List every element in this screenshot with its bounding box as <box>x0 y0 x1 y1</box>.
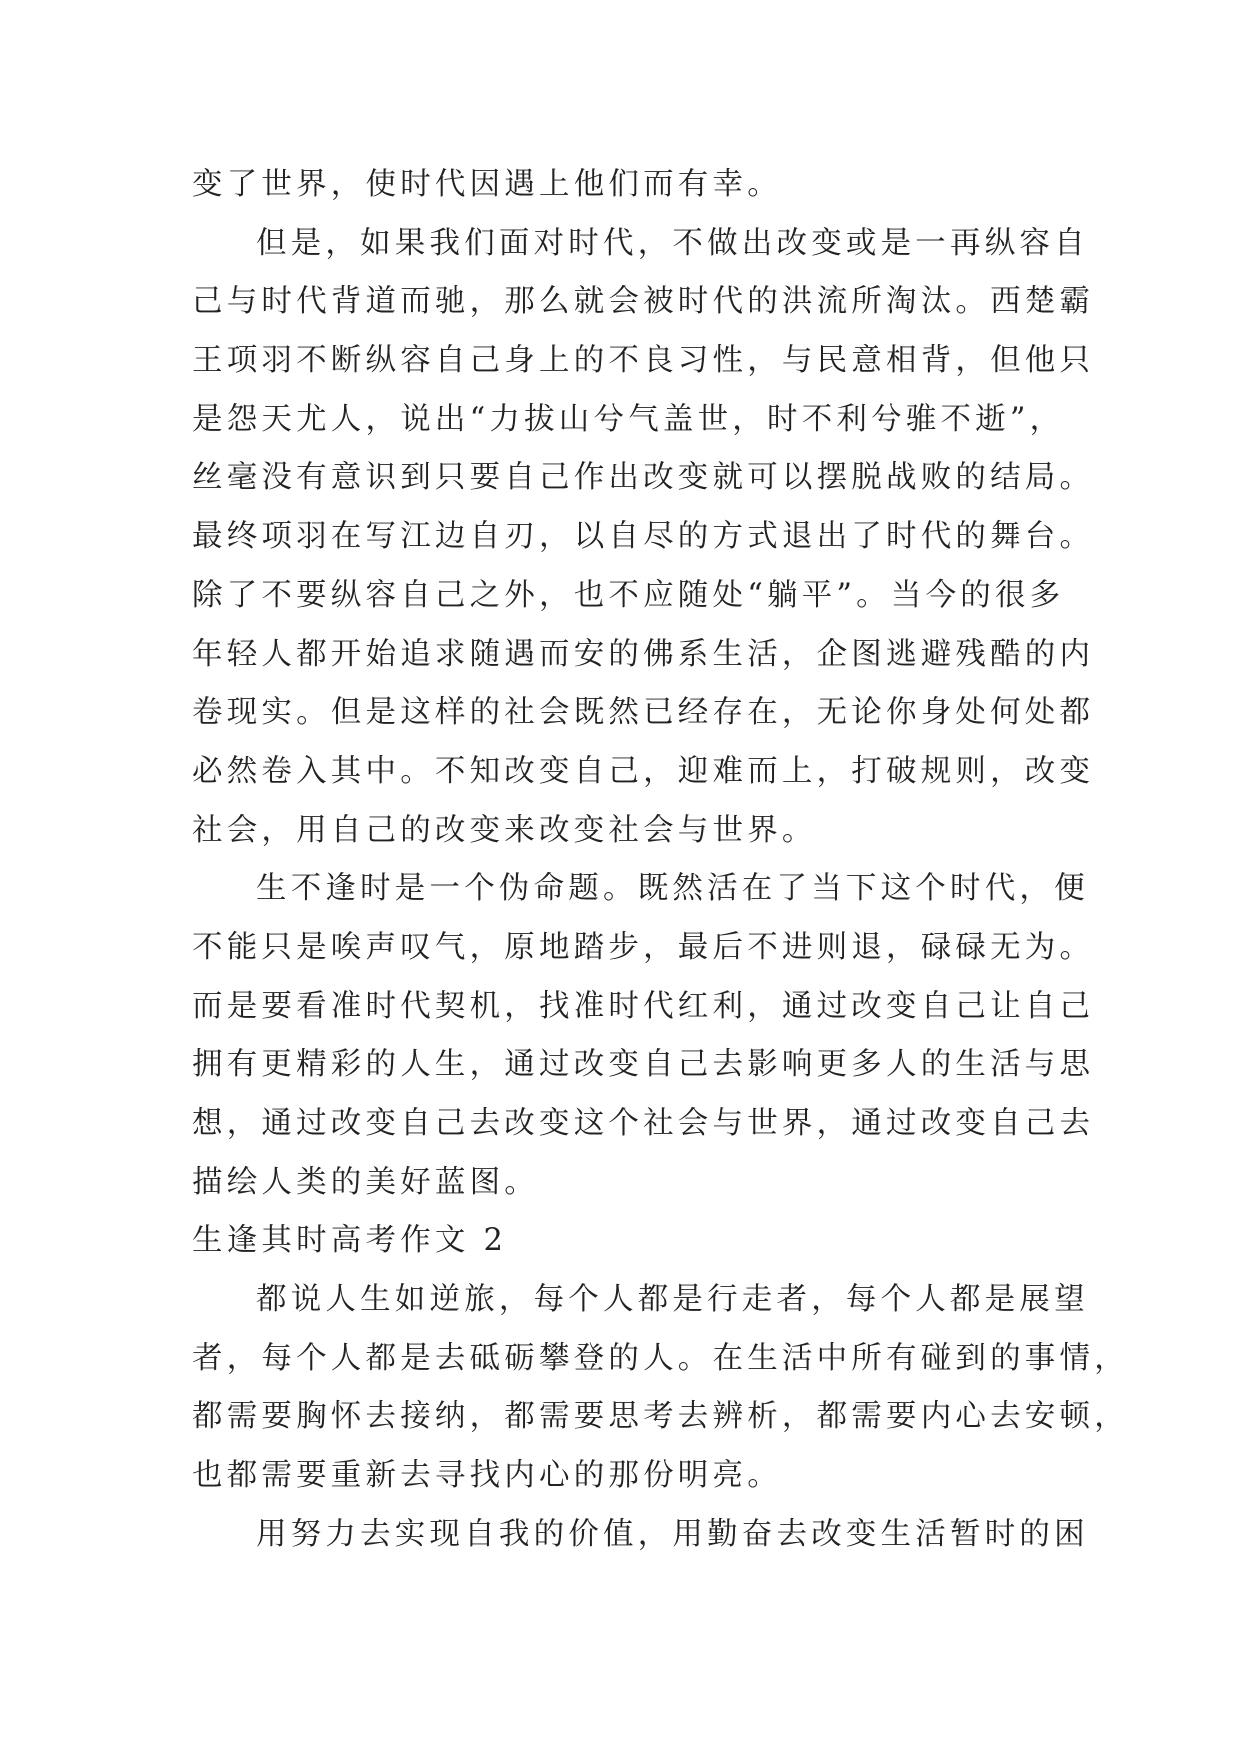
text-line: 也都需要重新去寻找内心的那份明亮。 <box>192 1458 782 1494</box>
section-heading: 生逢其时高考作文 2 <box>192 1223 508 1259</box>
text-line: 己与时代背道而驰，那么就会被时代的洪流所淘汰。西楚霸 <box>192 284 1095 320</box>
text-line: 变了世界，使时代因遇上他们而有幸。 <box>192 167 782 202</box>
text-line: 丝毫没有意识到只要自己作出改变就可以摆脱战败的结局。 <box>192 460 1095 496</box>
text-line: 王项羽不断纵容自己身上的不良习性，与民意相背，但他只 <box>192 343 1095 379</box>
text-line: 拥有更精彩的人生，通过改变自己去影响更多人的生活与思 <box>192 1047 1095 1083</box>
text-line: 不能只是唉声叹气，原地踏步，最后不进则退，碌碌无为。 <box>192 929 1095 965</box>
text-line: 社会，用自己的改变来改变社会与世界。 <box>192 812 817 848</box>
text-line: 者，每个人都是去砥砺攀登的人。在生活中所有碰到的事情， <box>192 1340 1129 1376</box>
text-line: 用努力去实现自我的价值，用勤奋去改变生活暂时的困 <box>256 1516 1089 1552</box>
document-body <box>192 156 1129 1565</box>
text-line: 必然卷入其中。不知改变自己，迎难而上，打破规则，改变 <box>192 753 1095 789</box>
text-line: 都需要胸怀去接纳，都需要思考去辨析，都需要内心去安顿， <box>192 1399 1129 1435</box>
text-line: 描绘人类的美好蓝图。 <box>192 1164 539 1200</box>
text-line: 年轻人都开始追求随遇而安的佛系生活，企图逃避残酷的内 <box>192 636 1095 672</box>
text-line: 但是，如果我们面对时代，不做出改变或是一再纵容自 <box>256 225 1089 261</box>
text-line: 都说人生如逆旅，每个人都是行走者，每个人都是展望 <box>256 1282 1089 1318</box>
text-line: 而是要看准时代契机，找准时代红利，通过改变自己让自己 <box>192 988 1095 1024</box>
text-line: 生不逢时是一个伪命题。既然活在了当下这个时代，便 <box>256 871 1089 907</box>
text-line: 想，通过改变自己去改变这个社会与世界，通过改变自己去 <box>192 1106 1095 1141</box>
text-line: 卷现实。但是这样的社会既然已经存在，无论你身处何处都 <box>192 695 1095 731</box>
text-line: 除了不要纵容自己之外，也不应随处“躺平”。当今的很多 <box>192 577 1065 613</box>
text-line: 最终项羽在写江边自刃，以自尽的方式退出了时代的舞台。 <box>192 519 1095 555</box>
text-line: 是怨天尤人，说出“力拔山兮气盖世，时不利兮骓不逝”， <box>192 401 1065 437</box>
